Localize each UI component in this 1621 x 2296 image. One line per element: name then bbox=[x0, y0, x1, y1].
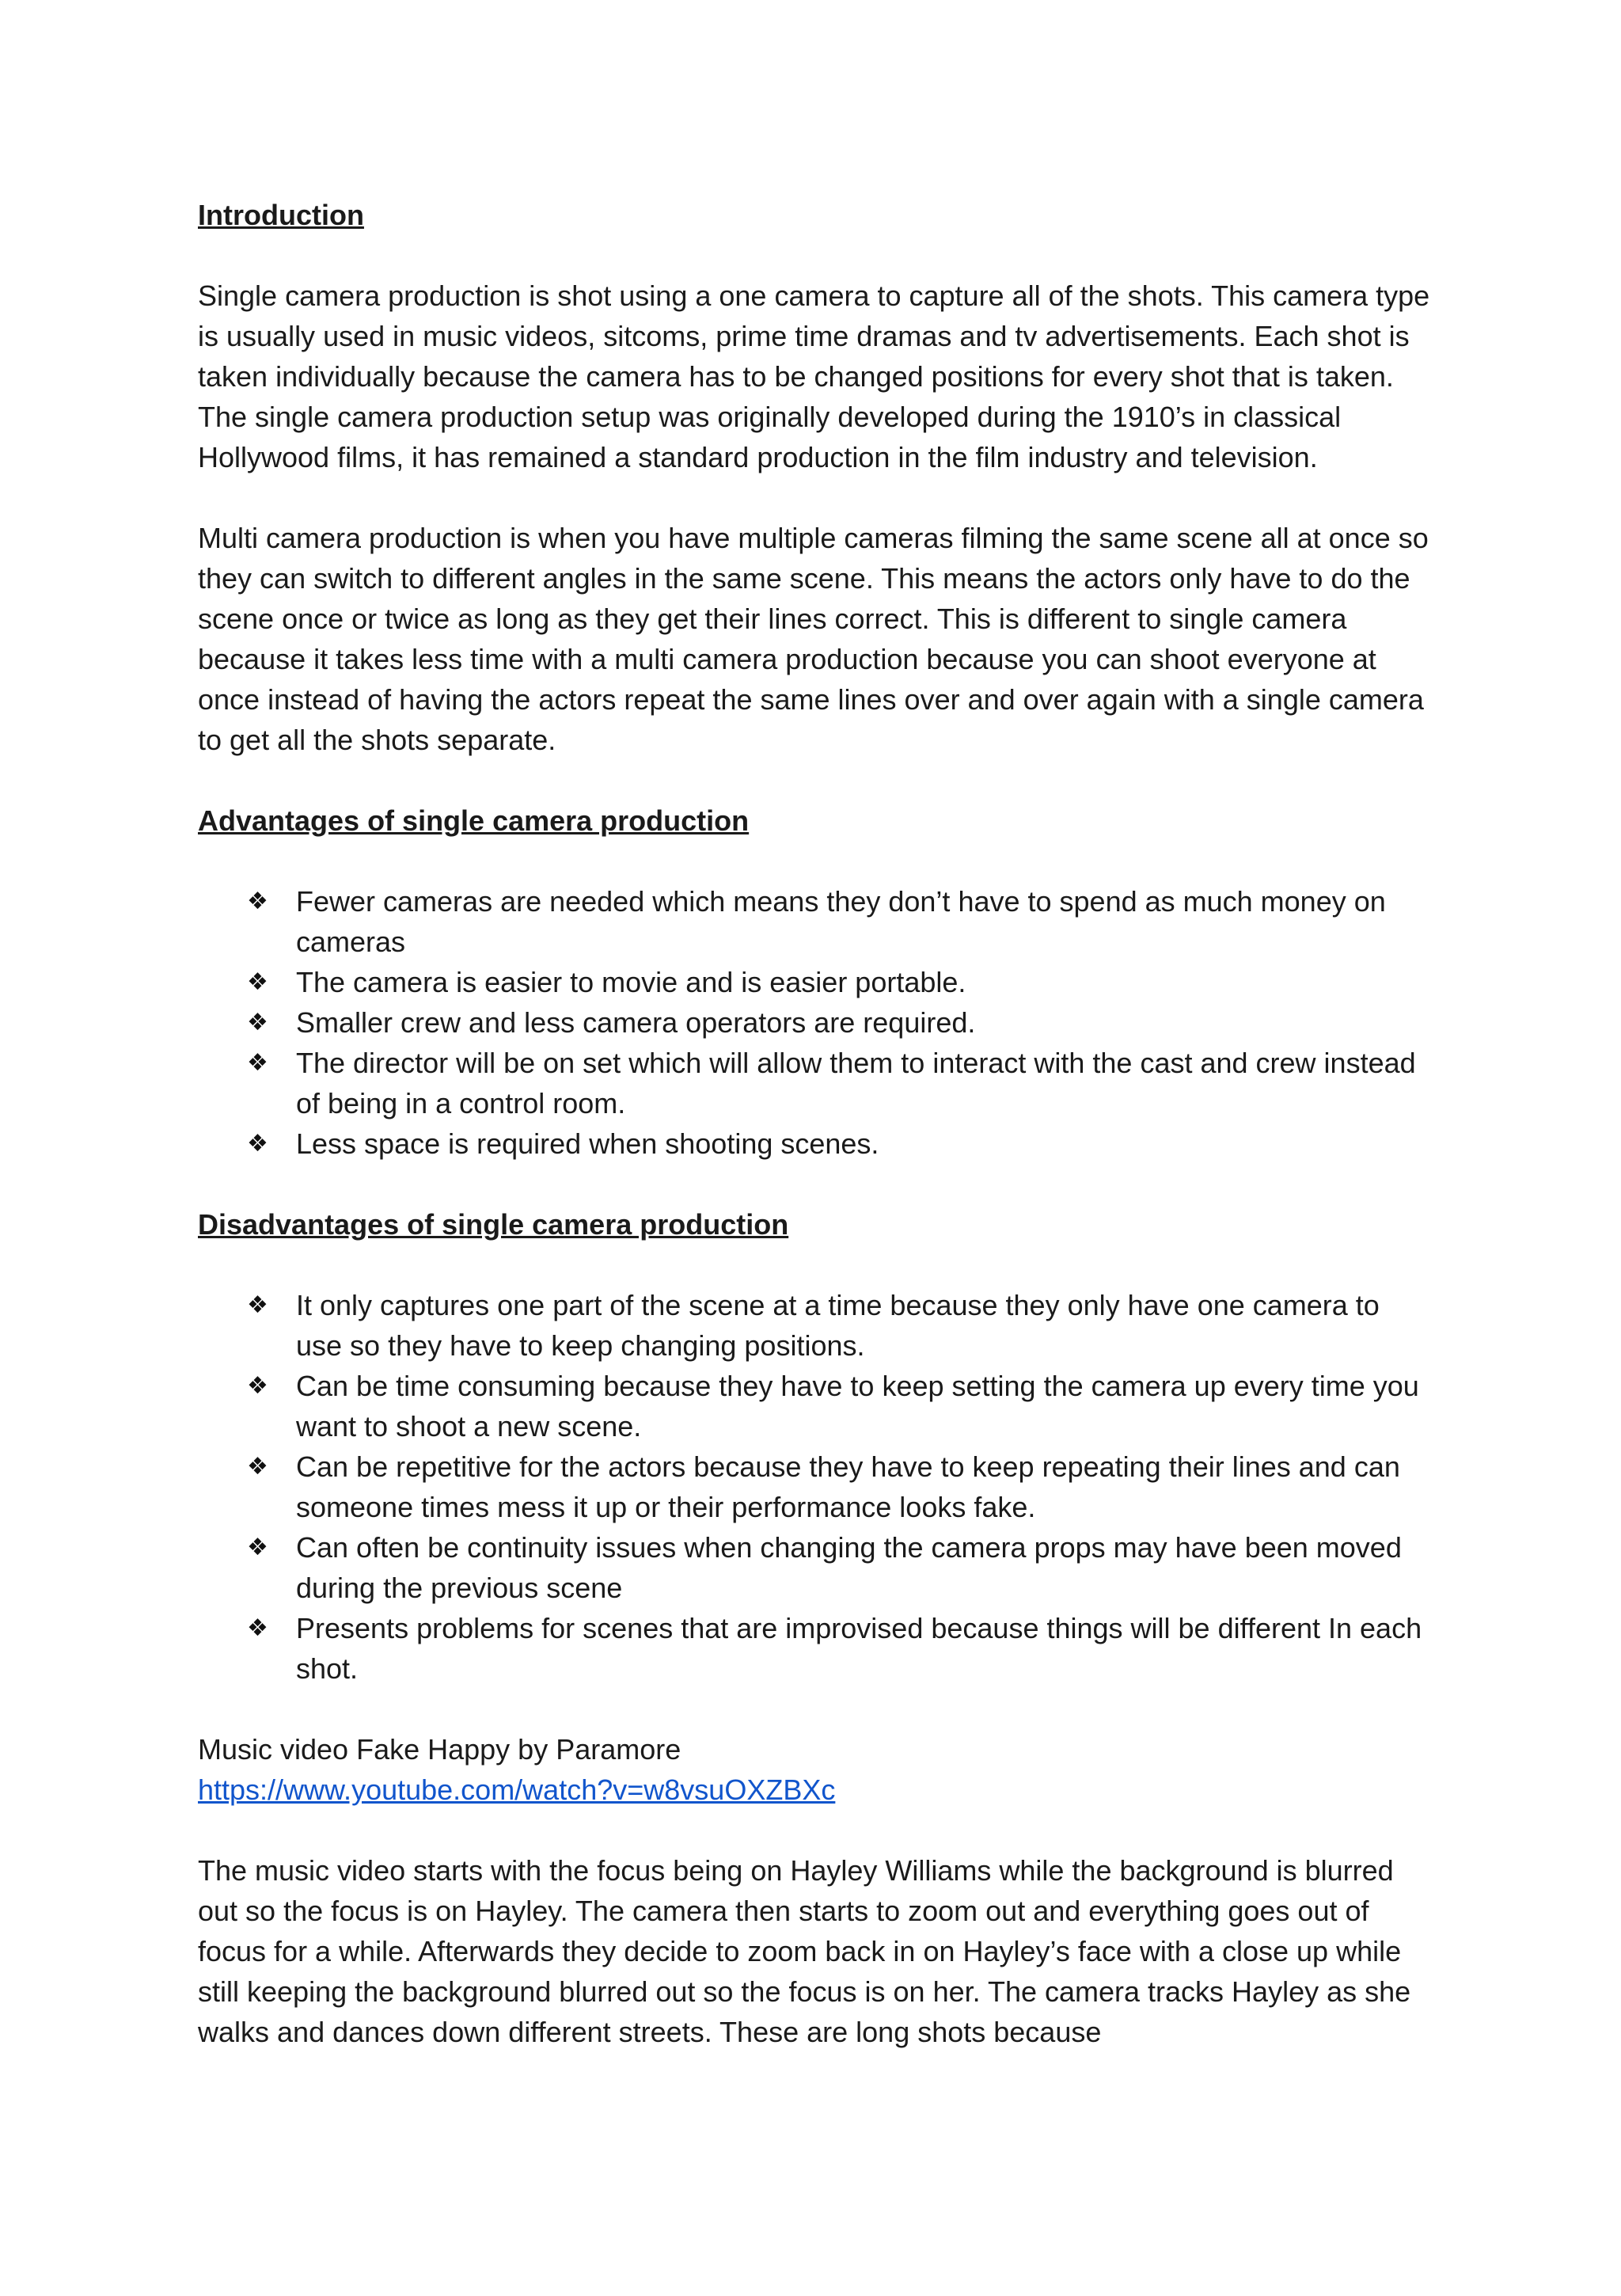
disadvantages-heading: Disadvantages of single camera production bbox=[198, 1208, 789, 1241]
diamond-bullet-icon: ❖ bbox=[247, 1009, 268, 1036]
list-item: ❖ Can often be continuity issues when changing the camera props may have been moved during the previous scene bbox=[198, 1527, 1433, 1608]
music-video-title: Music video Fake Happy by Paramore bbox=[198, 1733, 681, 1766]
list-item: ❖ Less space is required when shooting scenes. bbox=[198, 1123, 1433, 1164]
list-item: ❖ Fewer cameras are needed which means they don’t have to spend as much money on cameras bbox=[198, 881, 1433, 962]
list-item: ❖ The camera is easier to movie and is easier portable. bbox=[198, 962, 1433, 1002]
diamond-bullet-icon: ❖ bbox=[247, 1534, 268, 1560]
diamond-bullet-icon: ❖ bbox=[247, 1615, 268, 1641]
diamond-bullet-icon: ❖ bbox=[247, 888, 268, 914]
advantages-heading: Advantages of single camera production bbox=[198, 804, 750, 837]
music-video-description: The music video starts with the focus being on Hayley Williams while the background is blurred out so the focus is on Hayley. The camera then starts to zoom out and everything goes out of focus for a while. Afterwards they decide to zoom back in on Hayley’s face with a close up while still keeping the background blurred out so the focus is on her. The camera tracks Hayley as she walks and dances down different streets. These are long shots because bbox=[198, 1854, 1411, 2048]
document-page bbox=[198, 195, 1433, 2052]
diamond-bullet-icon: ❖ bbox=[247, 1454, 268, 1480]
list-item: ❖ It only captures one part of the scene at a time because they only have one camera to use so they have to keep changing positions. bbox=[198, 1285, 1433, 1366]
list-item: ❖ Presents problems for scenes that are improvised because things will be different In each shot. bbox=[198, 1608, 1433, 1689]
youtube-link[interactable]: https://www.youtube.com/watch?v=w8vsuOXZBXc bbox=[198, 1773, 836, 1806]
intro-heading: Introduction bbox=[198, 199, 364, 231]
intro-paragraph-multi-camera: Multi camera production is when you have multiple cameras filming the same scene all at once so they can switch to different angles in the same scene. This means the actors only have to do the scene once or twice as long as they get their lines correct. This is different to single camera because it takes less time with a multi camera production because you can shoot everyone at once instead of having the actors repeat the same lines over and over again with a single camera to get all the shots separate. bbox=[198, 522, 1429, 756]
diamond-bullet-icon: ❖ bbox=[247, 1373, 268, 1399]
list-item: ❖ Can be time consuming because they have to keep setting the camera up every time you want to shoot a new scene. bbox=[198, 1366, 1433, 1446]
list-item: ❖ The director will be on set which will allow them to interact with the cast and crew instead of being in a control room. bbox=[198, 1043, 1433, 1123]
disadvantages-list bbox=[198, 1285, 1433, 1689]
diamond-bullet-icon: ❖ bbox=[247, 1131, 268, 1157]
list-item: ❖ Smaller crew and less camera operators are required. bbox=[198, 1002, 1433, 1043]
intro-paragraph-single-camera: Single camera production is shot using a one camera to capture all of the shots. This camera type is usually used in music videos, sitcoms, prime time dramas and tv advertisements. Each shot is taken individually because the camera has to be changed positions for every shot that is taken. The single camera production setup was originally developed during the 1910’s in classical Hollywood films, it has remained a standard production in the film industry and television. bbox=[198, 279, 1430, 473]
diamond-bullet-icon: ❖ bbox=[247, 1050, 268, 1076]
diamond-bullet-icon: ❖ bbox=[247, 1292, 268, 1318]
list-item: ❖ Can be repetitive for the actors because they have to keep repeating their lines and can someone times mess it up or their performance looks fake. bbox=[198, 1446, 1433, 1527]
advantages-list bbox=[198, 881, 1433, 1164]
diamond-bullet-icon: ❖ bbox=[247, 969, 268, 995]
